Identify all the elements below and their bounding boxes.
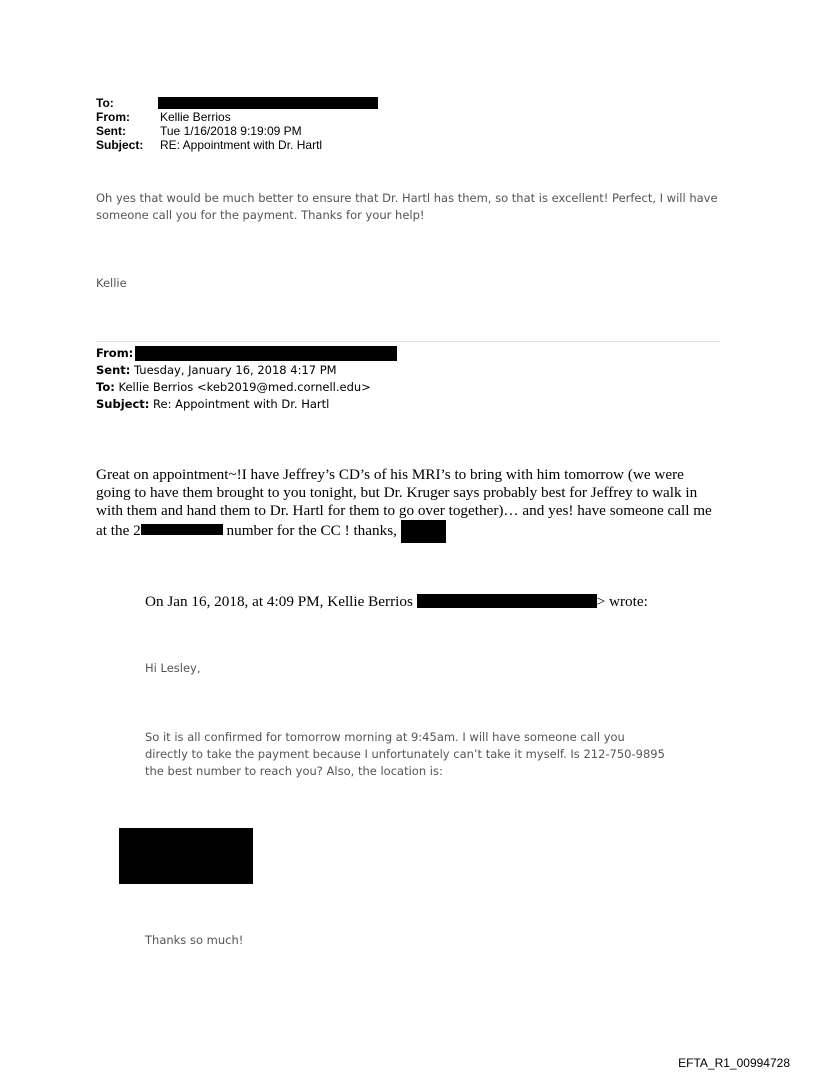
- reply-body: [96, 466, 722, 543]
- fwd-sent-value: Tuesday, January 16, 2018 4:17 PM: [134, 363, 337, 377]
- redaction-to: [158, 97, 378, 109]
- reply-text-1: Great on appointment~!I have Jeffrey’s CD’s of his MRI’s to bring with him tomorrow (we were going to have them brought to you tonight, but Dr. Kruger says probably best for Jeffrey to walk in with them and hand them to Dr. Hartl for them to go over together)… and yes! have someone call me at the: [96, 466, 712, 539]
- fwd-from-label: From:: [96, 346, 134, 360]
- sent-value: Tue 1/16/2018 9:19:09 PM: [160, 124, 302, 138]
- fwd-sent-label: Sent:: [96, 363, 131, 377]
- subject-value: RE: Appointment with Dr. Hartl: [160, 138, 323, 152]
- to-label: To:: [96, 96, 114, 110]
- quoted-intro-1: On Jan 16, 2018, at 4:09 PM, Kellie Berrios: [145, 593, 417, 610]
- reply-phone-prefix: 2: [133, 522, 141, 539]
- quoted-closing: Thanks so much!: [145, 933, 244, 947]
- sent-label: Sent:: [96, 124, 126, 138]
- divider: [96, 341, 720, 342]
- redaction-fwd-from: [135, 346, 397, 361]
- quoted-intro: [145, 593, 648, 611]
- fwd-to-row: [96, 379, 371, 396]
- signature: Kellie: [96, 276, 127, 290]
- subject-label: Subject:: [96, 138, 144, 152]
- redaction-signature: [401, 520, 446, 543]
- reply-text-2: number for the CC ! thanks,: [222, 522, 397, 539]
- fwd-subject-row: [96, 396, 371, 413]
- fwd-subject-label: Subject:: [96, 397, 150, 411]
- fwd-to-label: To:: [96, 380, 115, 394]
- message-body: Oh yes that would be much better to ensure that Dr. Hartl has them, so that is excellent! Perfect, I will have someone call you for the payment. Thanks for your help!: [96, 191, 718, 222]
- quoted-intro-2: > wrote:: [596, 593, 648, 610]
- quoted-greeting: Hi Lesley,: [145, 661, 201, 675]
- header-sent-row: [96, 124, 322, 138]
- redaction-location: [119, 828, 253, 884]
- fwd-to-value: Kellie Berrios <keb2019@med.cornell.edu>: [118, 380, 371, 394]
- fwd-sent-row: [96, 362, 371, 379]
- header-from-row: [96, 110, 322, 124]
- from-label: From:: [96, 110, 130, 124]
- fwd-subject-value: Re: Appointment with Dr. Hartl: [153, 397, 330, 411]
- redaction-email: [417, 594, 597, 608]
- redaction-phone: [141, 524, 223, 535]
- quoted-body: So it is all confirmed for tomorrow morning at 9:45am. I will have someone call you directly to take the payment because I unfortunately can’t take it myself. Is 212-750-9895 the best number to reach you? Also, the location is:: [145, 730, 665, 778]
- document-id: EFTA_R1_00994728: [678, 1056, 790, 1070]
- header-subject-row: [96, 138, 322, 152]
- from-value: Kellie Berrios: [160, 110, 231, 124]
